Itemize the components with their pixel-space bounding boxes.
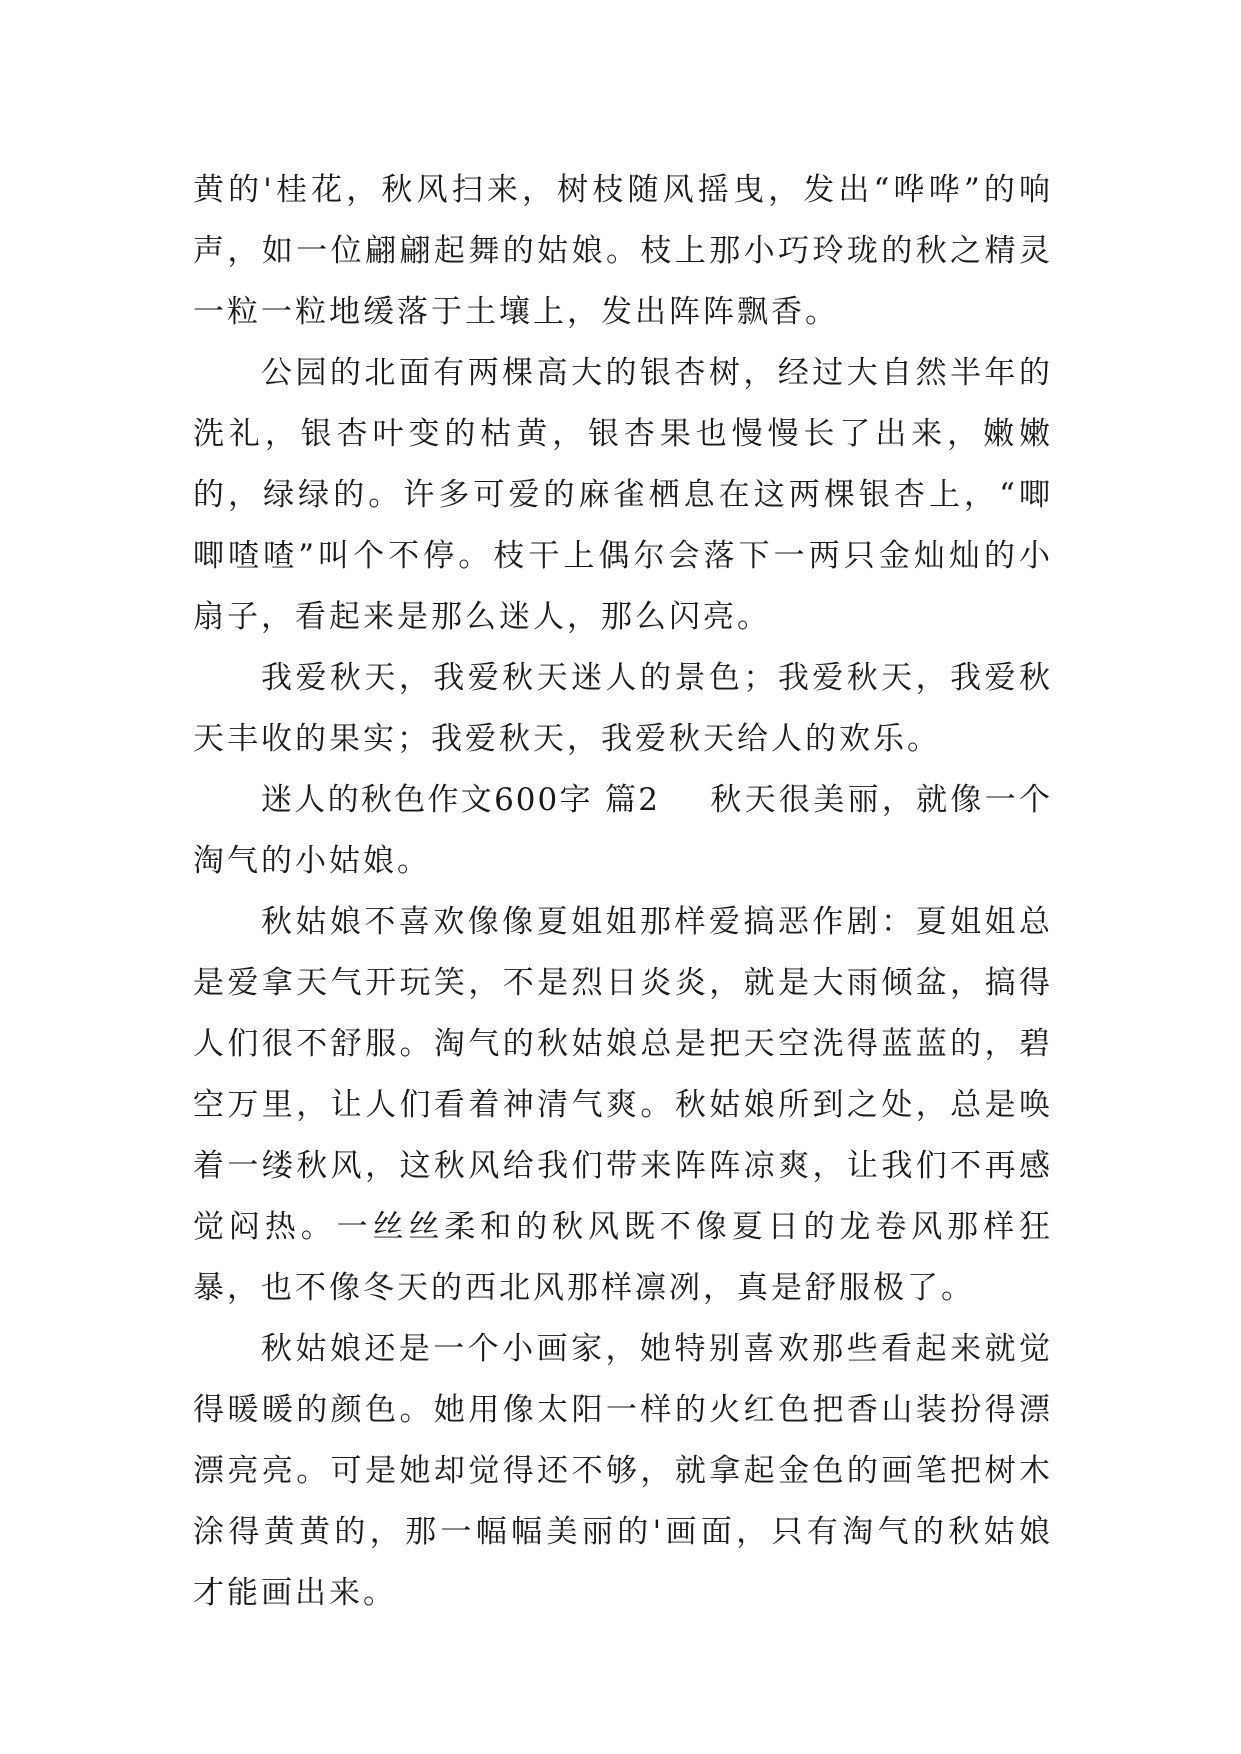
- section-opening-text: 秋天很美丽，就像一个淘气的小姑娘。: [193, 782, 1054, 879]
- paragraph-autumn-girl-painter: 秋姑娘还是一个小画家，她特别喜欢那些看起来就觉得暖暖的颜色。她用像太阳一样的火红色把香山装扮得漂漂亮亮。可是她却觉得还不够，就拿起金色的画笔把树木涂得黄黄的，那一幅幅美丽的'画面，只有淘气的秋姑娘才能画出来。: [193, 1331, 1053, 1611]
- paragraph-osmanthus: 黄的'桂花，秋风扫来，树枝随风摇曳，发出“哗哗”的响声，如一位翩翩起舞的姑娘。枝上那小巧玲珑的秋之精灵一粒一粒地缓落于土壤上，发出阵阵飘香。: [193, 172, 1053, 330]
- paragraph-autumn-girl-weather: 秋姑娘不喜欢像像夏姐姐那样爱搞恶作剧：夏姐姐总是爱拿天气开玩笑，不是烈日炎炎，就是大雨倾盆，搞得人们很不舒服。淘气的秋姑娘总是把天空洗得蓝蓝的，碧空万里，让人们看着神清气爽。秋姑娘所到之处，总是唤着一缕秋风，这秋风给我们带来阵阵凉爽，让我们不再感觉闷热。一丝丝柔和的秋风既不像夏日的龙卷风那样狂暴，也不像冬天的西北风那样凛冽，真是舒服极了。: [193, 904, 1053, 1306]
- document-body: [193, 160, 1053, 1624]
- paragraph-ginkgo: 公园的北面有两棵高大的银杏树，经过大自然半年的洗礼，银杏叶变的枯黄，银杏果也慢慢长了出来，嫩嫩的，绿绿的。许多可爱的麻雀栖息在这两棵银杏上，“唧唧喳喳”叫个不停。枝干上偶尔会落下一两只金灿灿的小扇子，看起来是那么迷人，那么闪亮。: [193, 355, 1053, 635]
- section-heading-essay-2: [193, 770, 1053, 892]
- section-title: 迷人的秋色作文600字 篇2: [261, 782, 661, 818]
- paragraph-love-autumn: 我爱秋天，我爱秋天迷人的景色；我爱秋天，我爱秋天丰收的果实；我爱秋天，我爱秋天给人的欢乐。: [193, 660, 1053, 757]
